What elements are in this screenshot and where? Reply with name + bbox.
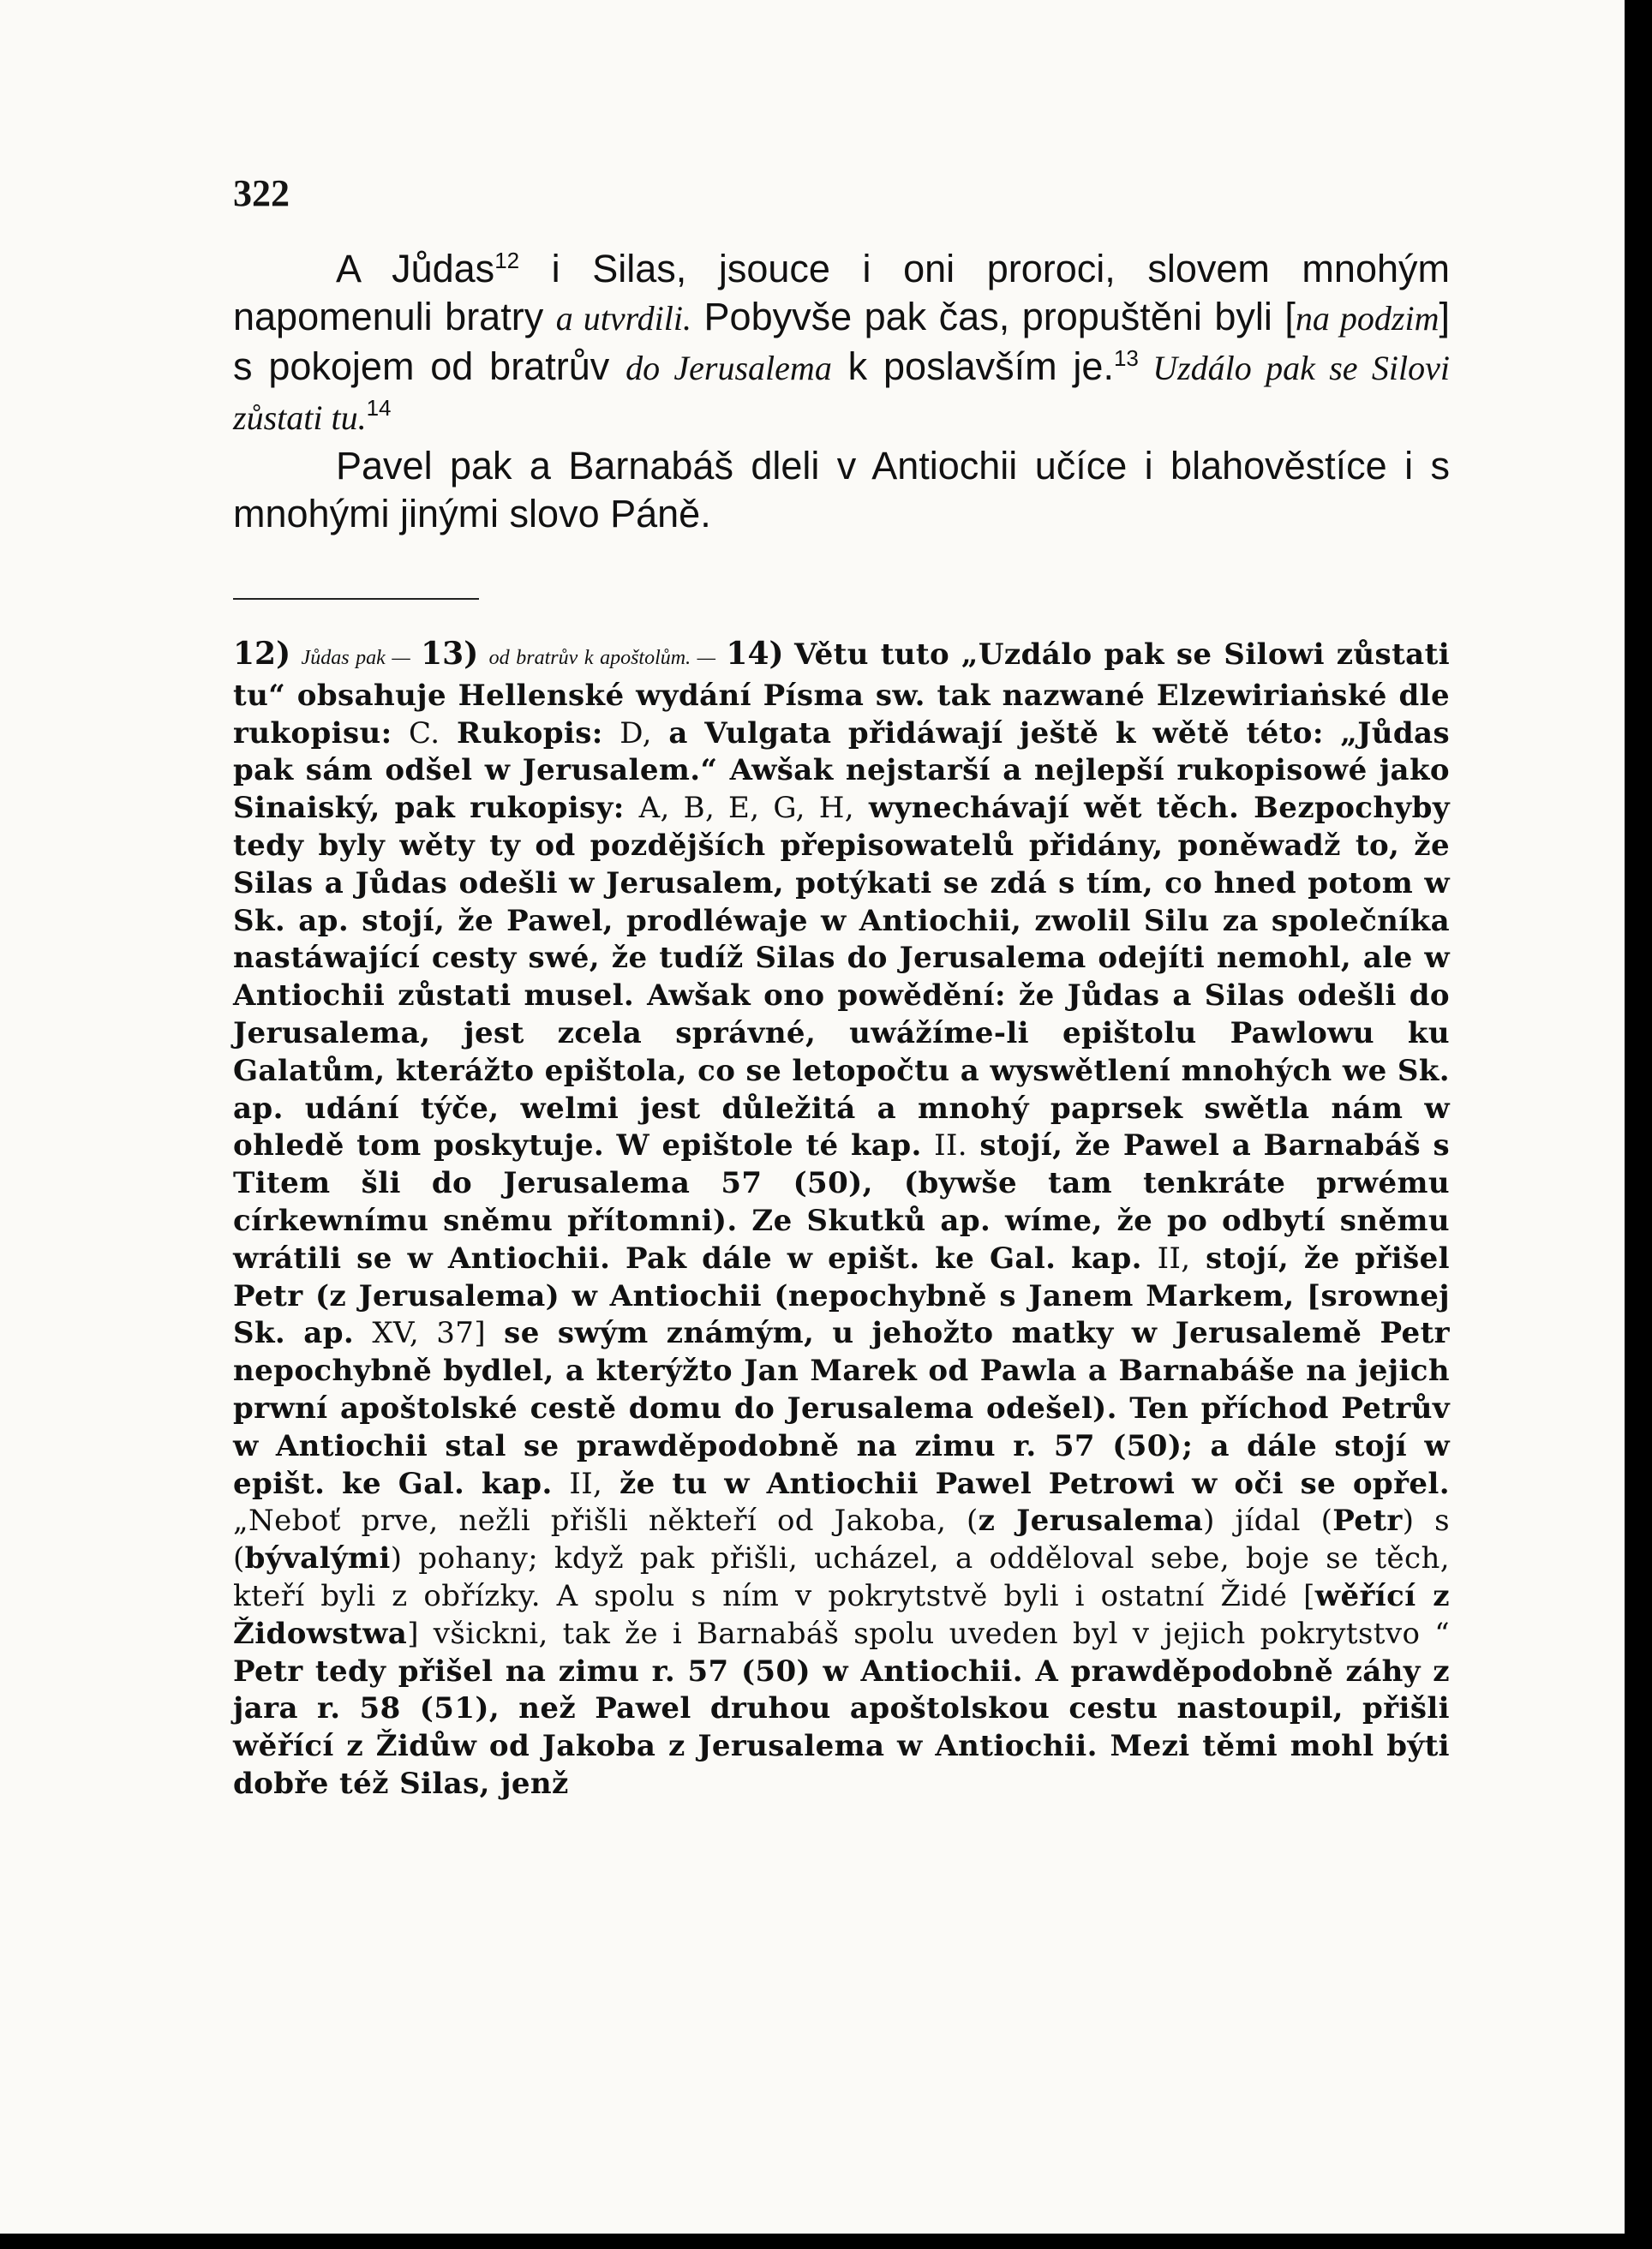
paragraph-2: Pavel pak a Barnabáš dleli v Antiochii učíce i blahověstíce i s mnohými jinými slovo Páně. [233, 444, 1450, 535]
italic-addition: a utvrdili. [555, 299, 692, 338]
page-number: 322 [233, 172, 290, 214]
italic-addition: Uzdálo pak se Silovi zůstati tu. [233, 349, 1450, 437]
footnote-number-12: 12) [233, 636, 291, 672]
footnote-separator [233, 598, 479, 600]
paragraph-1: A Jůdas$^{12}$ i Silas, jsouce i oni proroci, slovem mnohým napomenuli bratry a utvrdili. Pobyvše pak čas, propuštěni byli [na podzim] s pokojem od bratrův do Jerusalema k poslavším je.$^{13}$ Uzdálo pak se Silovi zůstati tu.$^{14}$ [233, 247, 1450, 437]
footnote-number-13: 13) [421, 636, 479, 672]
main-text [233, 245, 1450, 538]
footnote-13: od bratrův k apoštolům. — [488, 647, 715, 669]
footnote-12: Jůdas pak — [301, 647, 410, 669]
footnote-block [233, 636, 1450, 1803]
footnote-number-14: 14) [726, 636, 784, 672]
footnote-ref-12: 12 [494, 248, 520, 273]
biblical-quote: „Neboť prve, nežli přišli někteří od Jakoba, (z Jerusalema) jídal (Petr) s (bývalými) pohany; když pak přišli, ucházel, a odděloval sebe, boje se těch, kteří byli z obřízky. A spolu s ním v pokrytstvě byli i ostatní Židé [wěřící z Židowstwa] všickni, tak že i Barnabáš spolu uveden byl v jejich pokrytstvo “ [233, 1504, 1450, 1651]
scan-border-bottom [0, 2234, 1652, 2249]
scan-border-right [1625, 0, 1652, 2249]
footnote-ref-14: 14 [366, 395, 392, 421]
footnote-ref-13: 13 [1113, 345, 1139, 371]
footnotes [233, 636, 1450, 1803]
footnote-14-text: Větu tuto „Uzdálo pak se Silowi zůstati tu“ obsahuje Hellenské wydání Písma sw. tak nazwané Elzewiriaṅské dle rukopisu: C. Rukopis: D, a Vulgata přidáwají ještě k wětě této: „Jůdas pak sám odšel w Jerusalem.“ Awšak nejstarší a nejlepší rukopisowé jako Sinaiský, pak rukopisy: A, B, E, G, H, wynechávají wět těch. Bezpochyby tedy byly wěty ty od pozdějších přepisowatelů přidány, poněwadž to, že Silas a Jůdas odešli w Jerusalem, potýkati se zdá s tím, co hned potom w Sk. ap. stojí, že Pawel, prodléwaje w Antiochii, zwolil Silu za společníka nastáwající cesty swé, že tudíž Silas do Jerusalema odejíti nemohl, ale w Antiochii zůstati musel. Awšak ono powědění: že Jůdas a Silas odešli do Jerusalema, jest zcela správné, uwážíme-li epištolu Pawlowu ku Galatům, kterážto epištola, co se letopočtu a wyswětlení mnohých we Sk. ap. udání týče, welmi jest důležitá a mnohý paprsek swětla nám w ohledě tom poskytuje. W epištole té kap. II. stojí, že Pawel a Barnabáš s Titem šli do Jerusalema 57 (50), (bywše tam tenkráte prwému církewnímu sněmu přítomni). Ze Skutků ap. wíme, že po odbytí sněmu wrátili se w Antiochii. Pak dále w epišt. ke Gal. kap. II, stojí, že přišel Petr (z Jerusalema) w Antiochii (nepochybně s Janem Markem, [srownej Sk. ap. XV, 37] se swým známým, u jehožto matky w Jerusalemě Petr nepochybně bydlel, a kterýžto Jan Marek od Pawla a Barnabáše na jejich prwní apoštolské cestě domu do Jerusalema odešel). Ten příchod Petrův w Antiochii stal se prawděpodobně na zimu r. 57 (50); a dále stojí w epišt. ke Gal. kap. II, že tu w Antiochii Pawel Petrowi w oči se opřel. „Neboť prve, nežli přišli někteří od Jakoba, (z Jerusalema) jídal (Petr) s (bývalými) pohany; když pak přišli, ucházel, a odděloval sebe, boje se těch, kteří byli z obřízky. A spolu s ním v pokrytstvě byli i ostatní Židé [wěřící z Židowstwa] všickni, tak že i Barnabáš spolu uveden byl v jejich pokrytstvo “ Petr tedy přišel na zimu r. 57 (50) w Antiochii. A prawděpodobně záhy z jara r. 58 (51), než Pawel druhou apoštolskou cestu nastoupil, přišli wěřící z Židůw od Jakoba z Jerusalema w Antiochii. Mezi těmi mohl býti dobře též Silas, jenž [233, 637, 1451, 1801]
